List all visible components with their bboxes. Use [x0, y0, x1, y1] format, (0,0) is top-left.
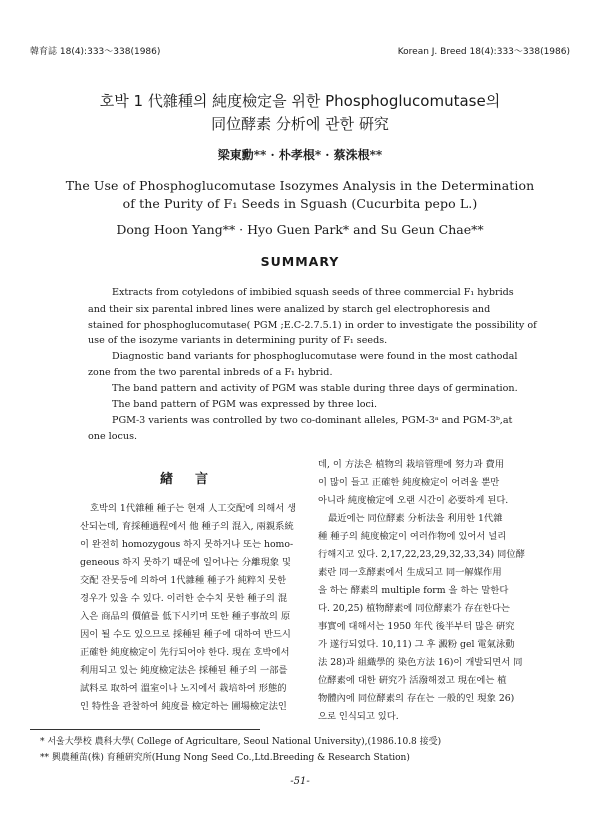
left-column-line: 利用되고 있는 純度檢定法은 採種된 種子의 一部를	[80, 665, 288, 676]
right-column-line: 法 28)과 組織學的 染色方法 16)이 개발되면서 同	[318, 657, 523, 668]
right-column-line: 位酵素에 대한 硏究가 活潑해졌고 現在에는 植	[318, 675, 507, 686]
right-column-line: 種 種子의 純度檢定이 여러作物에 있어서 널리	[318, 531, 507, 542]
right-column-line: 이 많이 들고 正確한 純度檢定이 어려울 뿐만	[318, 477, 500, 488]
summary-line: one locus.	[88, 431, 138, 442]
english-authors: Dong Hoon Yang** · Hyo Guen Park* and Su Geun Chae**	[116, 222, 484, 237]
footnote-affiliation-1: * 서울大學校 農科大學( College of Agricultare, Seoul National University),(1986.10.8 接受)	[40, 737, 442, 747]
english-title-line-2: of the Purity of F₁ Seeds in Sguash (Cucurbita pepo L.)	[122, 196, 478, 211]
left-column-line: 호박의 1代雜種 種子는 현재 人工交配에 의해서 생	[90, 503, 297, 514]
right-column-line: 素란 同一호酵素에서 生成되고 同一解媒作用	[318, 567, 502, 578]
right-column-line: 아니라 純度檢定에 오랜 시간이 必要하게 된다.	[318, 495, 509, 506]
left-column-line: 入은 商品의 價値를 低下시키며 또한 種子事故의 原	[80, 611, 291, 622]
summary-line: Diagnostic band variants for phosphoglucomutase were found in the most cathodal	[112, 351, 518, 362]
right-column-line: 을 하는 酵素의 multiple form 을 하는 말한다	[318, 585, 509, 596]
footnote-affiliation-2: ** 興農種苗(株) 育種硏究所(Hung Nong Seed Co.,Ltd.Breeding & Research Station)	[40, 753, 410, 763]
korean-title-line-1: 호박 1 代雜種의 純度檢定을 위한 Phosphoglucomutase의	[99, 92, 501, 110]
page-number: -51-	[290, 776, 310, 787]
right-column-line: 最近에는 同位酵素 分析法을 利用한 1代雜	[328, 513, 503, 524]
right-column-line: 으로 인식되고 있다.	[318, 711, 399, 722]
summary-heading: SUMMARY	[260, 254, 340, 269]
left-column-line: 산되는데, 育採種過程에서 他 種子의 混入, 兩親系統	[80, 521, 294, 532]
right-column-line: 데, 이 方法은 植物의 栽培管理에 努力과 費用	[318, 459, 505, 470]
footnote-divider	[30, 729, 260, 730]
journal-citation-english: Korean J. Breed 18(4):333～338(1986)	[397, 47, 570, 57]
summary-line: zone from the two parental inbreds of a F₁ hybrid.	[88, 367, 333, 378]
left-column-line: 인 特性을 관찰하여 純度를 檢定하는 圃場檢定法인	[80, 701, 287, 712]
english-title-line-1: The Use of Phosphoglucomutase Isozymes Analysis in the Determination	[65, 178, 535, 193]
journal-citation-korean: 韓育誌 18(4):333～338(1986)	[30, 47, 161, 57]
summary-line: use of the isozyme variants in determining purity of F₁ seeds.	[88, 335, 388, 346]
summary-line: The band pattern and activity of PGM was stable during three days of germination.	[112, 383, 518, 394]
right-column-line: 事實에 대해서는 1950 年代 後半부터 많은 硏究	[318, 621, 515, 632]
right-column-line: 다. 20,25) 植物酵素에 同位酵素가 存在한다는	[318, 603, 510, 614]
left-column-line: geneous 하지 못하기 때문에 일어나는 分離現象 및	[80, 557, 291, 568]
summary-line: Extracts from cotyledons of imbibied squash seeds of three commercial F₁ hybrids	[112, 287, 514, 298]
left-column-line: 交配 잔못등에 의하여 1代雜種 種子가 純粹치 못한	[80, 575, 287, 586]
summary-line: stained for phosphoglucomutase( PGM ;E.C-2.7.5.1) in order to investigate the possibility of	[88, 320, 537, 331]
left-column-line: 因이 될 수도 있으므로 採種된 種子에 대하여 반드시	[80, 629, 291, 640]
left-column-line: 正確한 純度檢定이 先行되어야 한다. 現在 호박에서	[80, 647, 290, 658]
left-column-line: 試料로 取하여 溫室이나 노지에서 栽培하여 形態的	[80, 683, 287, 694]
right-column-line: 가 遂行되었다. 10,11) 그 후 澱粉 gel 電氣泳動	[318, 639, 515, 650]
summary-line: and their six parental inbred lines were analized by starch gel electrophoresis and	[88, 304, 491, 315]
korean-title-line-2: 同位酵素 分析에 관한 硏究	[211, 115, 389, 133]
left-column-line: 이 완전히 homozygous 하지 못하거나 또는 homo-	[80, 539, 294, 550]
korean-authors: 梁東勳** · 朴孝根* · 蔡洙根**	[217, 148, 383, 162]
summary-line: PGM-3 varients was controlled by two co-dominant alleles, PGM-3ᵃ and PGM-3ᵇ,at	[112, 415, 513, 426]
right-column-line: 物體內에 同位酵素의 存在는 一般的인 現象 26)	[318, 693, 515, 704]
summary-line: The band pattern of PGM was expressed by three loci.	[112, 399, 378, 410]
introduction-heading: 緖言	[159, 472, 230, 487]
left-column-line: 경우가 있을 수 있다. 이러한 순수치 못한 種子의 混	[80, 593, 288, 604]
right-column-line: 行해지고 있다. 2,17,22,23,29,32,33,34) 同位酵	[318, 549, 525, 560]
